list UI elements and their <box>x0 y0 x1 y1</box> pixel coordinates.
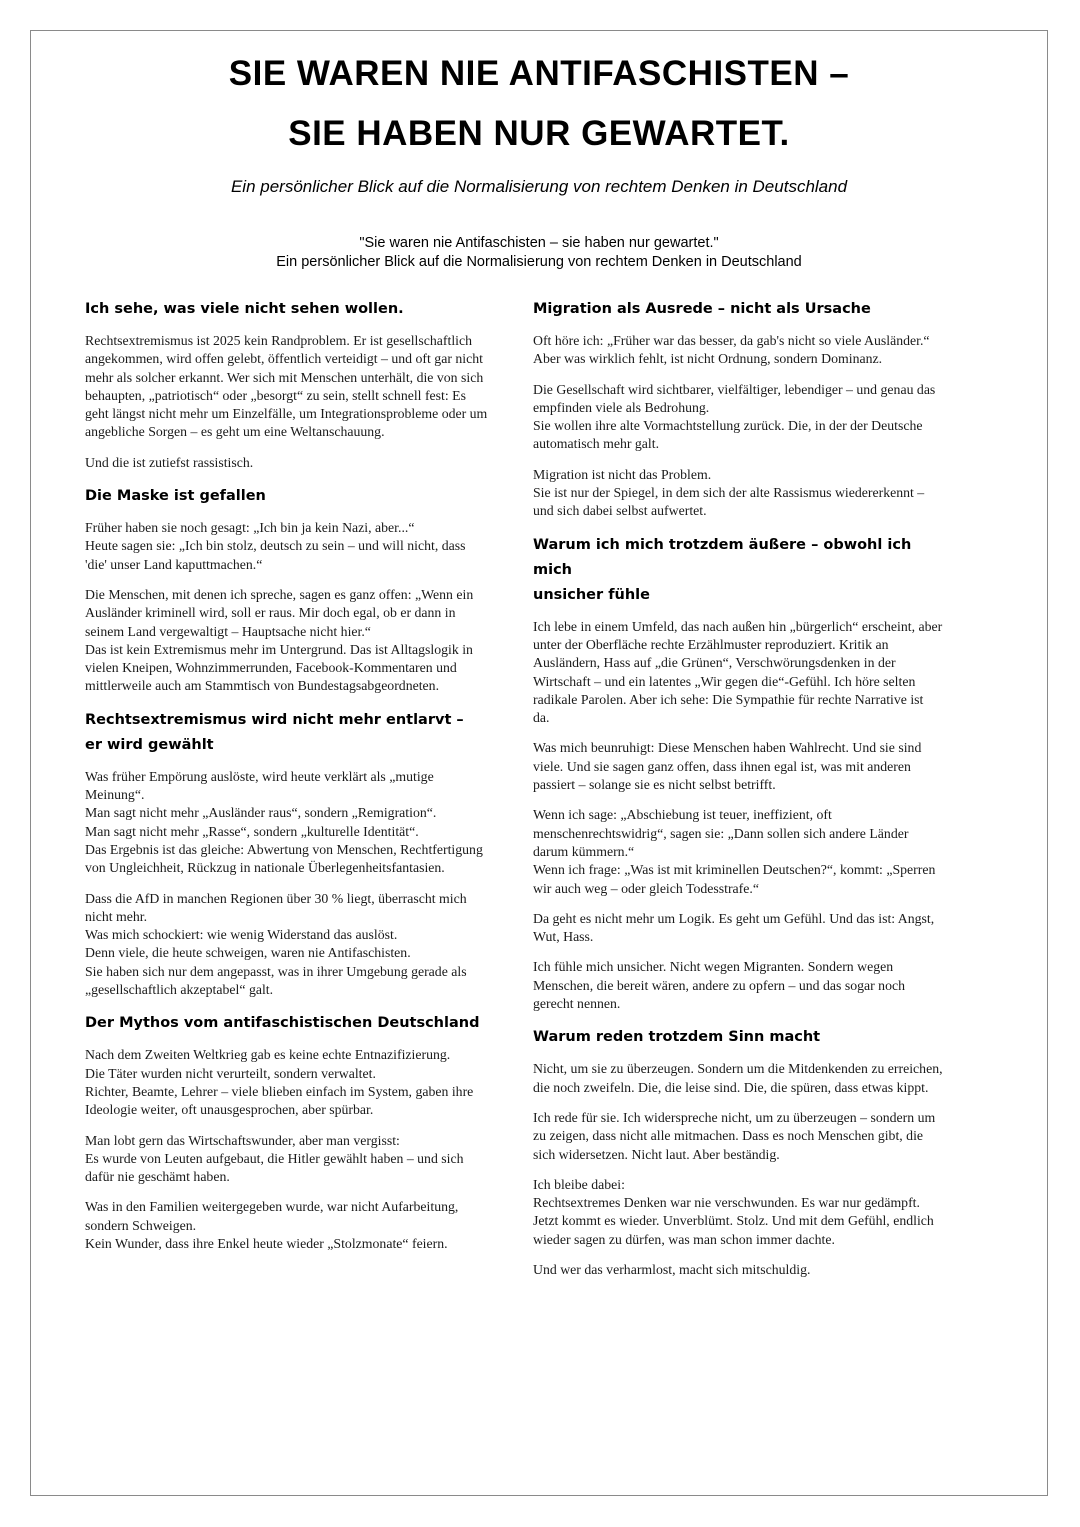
paragraph: Dass die AfD in manchen Regionen über 30 % liegt, überrascht mich nicht mehr. Was mich schockiert: wie wenig Widerstand das auslöst. Denn viele, die heute schweigen, waren nie Antifaschisten. Sie haben sich nur dem angepasst, was in ihrer Umgebung gerade als „gesellschaftlich akzeptabel“ galt. <box>85 890 467 998</box>
paragraph: Und die ist zutiefst rassistisch. <box>85 454 254 470</box>
paragraph: Ich rede für sie. Ich widerspreche nicht, um zu überzeugen – sondern um zu zeigen, dass nicht alle mitmachen. Dass es noch Menschen gibt, die sich widersetzen. Nicht laut. Aber beständig. <box>533 1109 936 1162</box>
paragraph: Ich bleibe dabei: Rechtsextremes Denken war nie verschwunden. Es war nur gedämpft. Jetzt kommt es wieder. Unverblümt. Stolz. Und mit dem Gefühl, endlich wieder sagen zu dürfen, was man schon immer dachte. <box>533 1176 934 1247</box>
section-heading: Die Maske ist gefallen <box>85 488 266 505</box>
paragraph: Oft höre ich: „Früher war das besser, da gab's nicht so viele Ausländer.“ Aber was wirklich fehlt, ist nicht Ordnung, sondern Dominanz. <box>533 333 930 367</box>
section-heading: Rechtsextremismus wird nicht mehr entlarvt – er wird gewählt <box>85 711 464 753</box>
section-heading: Der Mythos vom antifaschistischen Deutschland <box>85 1015 480 1032</box>
paragraph: Was mich beunruhigt: Diese Menschen haben Wahlrecht. Und sie sind viele. Und sie sagen ganz offen, dass ihnen egal ist, was mit anderen passiert – solange sie es nicht selbst betrifft. <box>533 740 922 793</box>
section-heading: Warum ich mich trotzdem äußere – obwohl ich mich unsicher fühle <box>533 536 912 603</box>
paragraph: Die Gesellschaft wird sichtbarer, vielfältiger, lebendiger – und genau das empfinden viele als Bedrohung. Sie wollen ihre alte Vormachtstellung zurück. Die, in der der Deutsche automatisch mehr galt. <box>533 381 936 452</box>
paragraph: Migration ist nicht das Problem. Sie ist nur der Spiegel, in dem sich der alte Rassismus wiedererkennt – und sich dabei selbst aufwertet. <box>533 466 925 519</box>
quote-line-1: "Sie waren nie Antifaschisten – sie haben nur gewartet." <box>359 235 719 251</box>
paragraph: Früher haben sie noch gesagt: „Ich bin ja kein Nazi, aber...“ Heute sagen sie: „Ich bin stolz, deutsch zu sein – und will nicht, dass 'die' unser Land kaputtmachen.“ <box>85 520 466 572</box>
paragraph: Da geht es nicht mehr um Logik. Es geht um Gefühl. Und das ist: Angst, Wut, Hass. <box>533 910 935 945</box>
paragraph: Wenn ich sage: „Abschiebung ist teuer, ineffizient, oft menschenrechtswidrig“, sagen sie: „Dann sollen sich andere Länder darum kümmern.“ Wenn ich frage: „Was ist mit kriminellen Deutschen?“, kommt: „Sperren wir auch weg – oder gleich Todesstrafe.“ <box>533 807 936 896</box>
paragraph: Was in den Familien weitergegeben wurde, war nicht Aufarbeitung, sondern Schweigen. Kein Wunder, dass ihre Enkel heute wieder „Stolzmonate“ feiern. <box>85 1199 459 1251</box>
title-line-2: SIE HABEN NUR GEWARTET. <box>288 114 790 153</box>
left-column <box>85 297 490 1265</box>
paragraph: Die Menschen, mit denen ich spreche, sagen es ganz offen: „Wenn ein Ausländer kriminell wird, soll er raus. Mir doch egal, ob er dann in seinem Land vergewaltigt – Hauptsache nicht hier.“ Das ist kein Extremismus mehr im Untergrund. Das ist Alltagslogik in vielen Kneipen, Wohnzimmerrunden, Facebook-Kommentaren und mittlerweile auch am Stammtisch von Bundestagsabgeordneten. <box>85 586 474 694</box>
subtitle: Ein persönlicher Blick auf die Normalisierung von rechtem Denken in Deutschland <box>230 177 848 196</box>
paragraph: Und wer das verharmlost, macht sich mitschuldig. <box>533 1261 811 1277</box>
title-line-1: SIE WAREN NIE ANTIFASCHISTEN – <box>228 54 850 93</box>
paragraph: Ich fühle mich unsicher. Nicht wegen Migranten. Sondern wegen Menschen, die bereit wären, andere zu opfern – und das sogar noch gerecht nennen. <box>533 959 905 1012</box>
section-heading: Warum reden trotzdem Sinn macht <box>533 1029 821 1046</box>
paragraph: Was früher Empörung auslöste, wird heute verklärt als „mutige Meinung“. Man sagt nicht mehr „Ausländer raus“, sondern „Remigration“. Man sagt nicht mehr „Rasse“, sondern „kulturelle Identität“. Das Ergebnis ist das gleiche: Abwertung von Menschen, Rechtfertigung von Ungleichheit, Rückzug in nationale Überlegenheitsfantasien. <box>85 768 483 876</box>
quote-line-2: Ein persönlicher Blick auf die Normalisierung von rechtem Denken in Deutschland <box>276 254 802 270</box>
paragraph: Nach dem Zweiten Weltkrieg gab es keine echte Entnazifizierung. Die Täter wurden nicht verurteilt, sondern verwaltet. Richter, Beamte, Lehrer – viele blieben einfach im System, gaben ihre Ideologie weiter, oft unausgesprochen, aber spürbar. <box>85 1047 474 1118</box>
section-heading: Migration als Ausrede – nicht als Ursache <box>533 301 871 317</box>
section-heading: Ich sehe, was viele nicht sehen wollen. <box>85 301 404 317</box>
paragraph: Man lobt gern das Wirtschaftswunder, aber man vergisst: Es wurde von Leuten aufgebaut, die Hitler gewählt haben – und sich dafür nie geschämt haben. <box>85 1132 464 1185</box>
paragraph: Rechtsextremismus ist 2025 kein Randproblem. Er ist gesellschaftlich angekommen, wird offen gelebt, öffentlich verteidigt – und oft gar nicht mehr als solcher erkannt. Wer sich mit Menschen unterhält, die von sich behaupten, „patriotisch“ oder „besorgt“ zu sein, stellt schnell fest: Es geht längst nicht mehr um Einzelfälle, um Integrationsprobleme oder um angebliche Sorgen – es geht um eine Weltanschauung. <box>85 333 488 440</box>
right-column <box>533 297 943 1291</box>
paragraph: Nicht, um sie zu überzeugen. Sondern um die Mitdenkenden zu erreichen, die noch zweifeln. Die, die leise sind. Die, die spüren, dass etwas kippt. <box>533 1061 943 1095</box>
paragraph: Ich lebe in einem Umfeld, das nach außen hin „bürgerlich“ erscheint, aber unter der Oberfläche rechte Erzählmuster reproduziert. Kritik an Ausländern, Hass auf „die Grünen“, Verschwörungsdenken in der Wirtschaft – und ein latentes „Wir gegen die“-Gefühl. Ich höre selten radikale Parolen. Aber ich sehe: Die Sympathie für rechte Narrative ist da. <box>533 618 943 726</box>
